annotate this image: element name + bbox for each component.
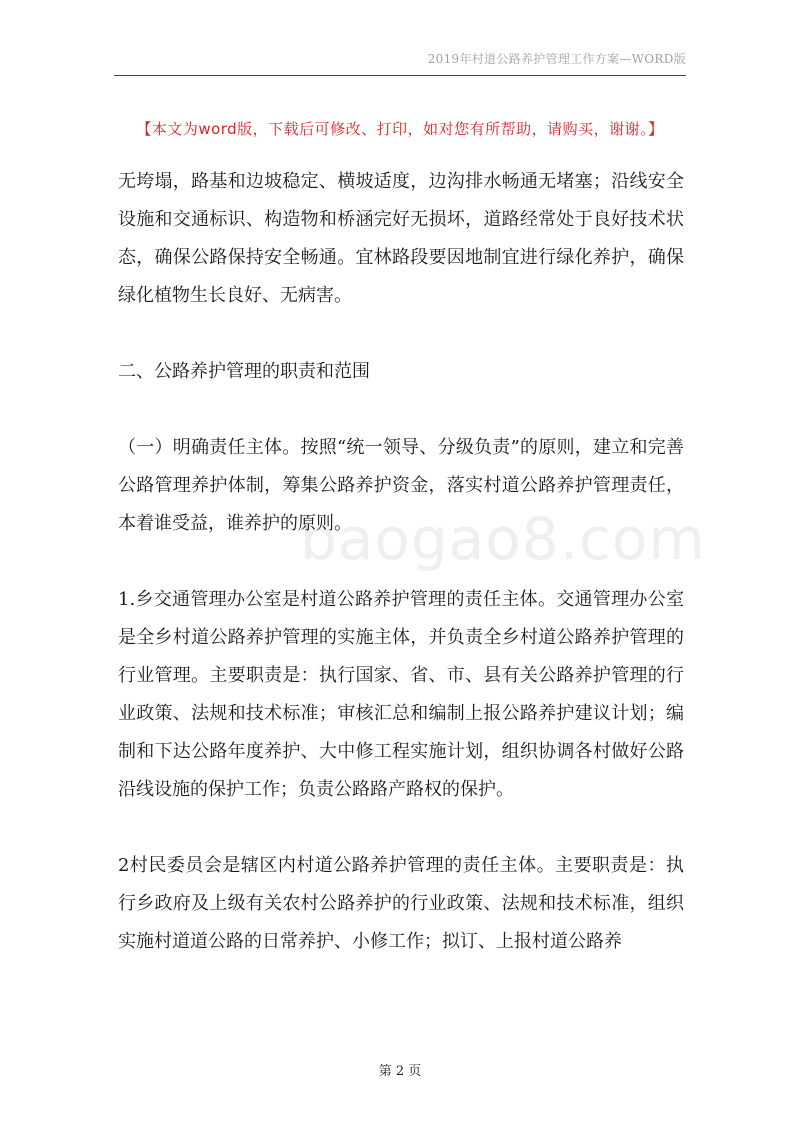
document-body [118,163,684,961]
section-heading-responsibilities: 二、公路养护管理的职责和范围 [118,361,370,382]
paragraph-maintenance-standards: 无垮塌，路基和边坡稳定、横坡适度，边沟排水畅通无堵塞；沿线安全设施和交通标识、构造物和桥涵完好无损坏，道路经常处于良好技术状态，确保公路保持安全畅通。宜林路段要因地制宜进行绿化养护，确保绿化植物生长良好、无病害。 [118,171,684,306]
page-number: 第 2 页 [378,1064,422,1079]
paragraph-responsible-subject: （一）明确责任主体。按照“统一领导、分级负责”的原则，建立和完善公路管理养护体制，筹集公路养护资金，落实村道公路养护管理责任，本着谁受益，谁养护的原则。 [118,437,684,534]
running-header: 2019年村道公路养护管理工作方案—WORD版 [427,52,686,66]
paragraph-village-committee: 2村民委员会是辖区内村道公路养护管理的责任主体。主要职责是：执行乡政府及上级有关农村公路养护的行业政策、法规和技术标准，组织实施村道道公路的日常养护、小修工作；拟订、上报村道公路养 [118,855,684,952]
paragraph-township-office: 1.乡交通管理办公室是村道公路养护管理的责任主体。交通管理办公室是全乡村道公路养护管理的实施主体，并负责全乡村道公路养护管理的行业管理。主要职责是：执行国家、省、市、县有关公路养护管理的行业政策、法规和技术标准；审核汇总和编制上报公路养护建议计划；编制和下达公路年度养护、大中修工程实施计划，组织协调各村做好公路沿线设施的保护工作；负责公路路产路权的保护。 [118,589,684,800]
purchase-notice: 【本文为word版，下载后可修改、打印，如对您有所帮助，请购买，谢谢。】 [136,120,664,138]
header-divider [114,75,686,76]
watermark: baogao8.com [300,505,706,573]
